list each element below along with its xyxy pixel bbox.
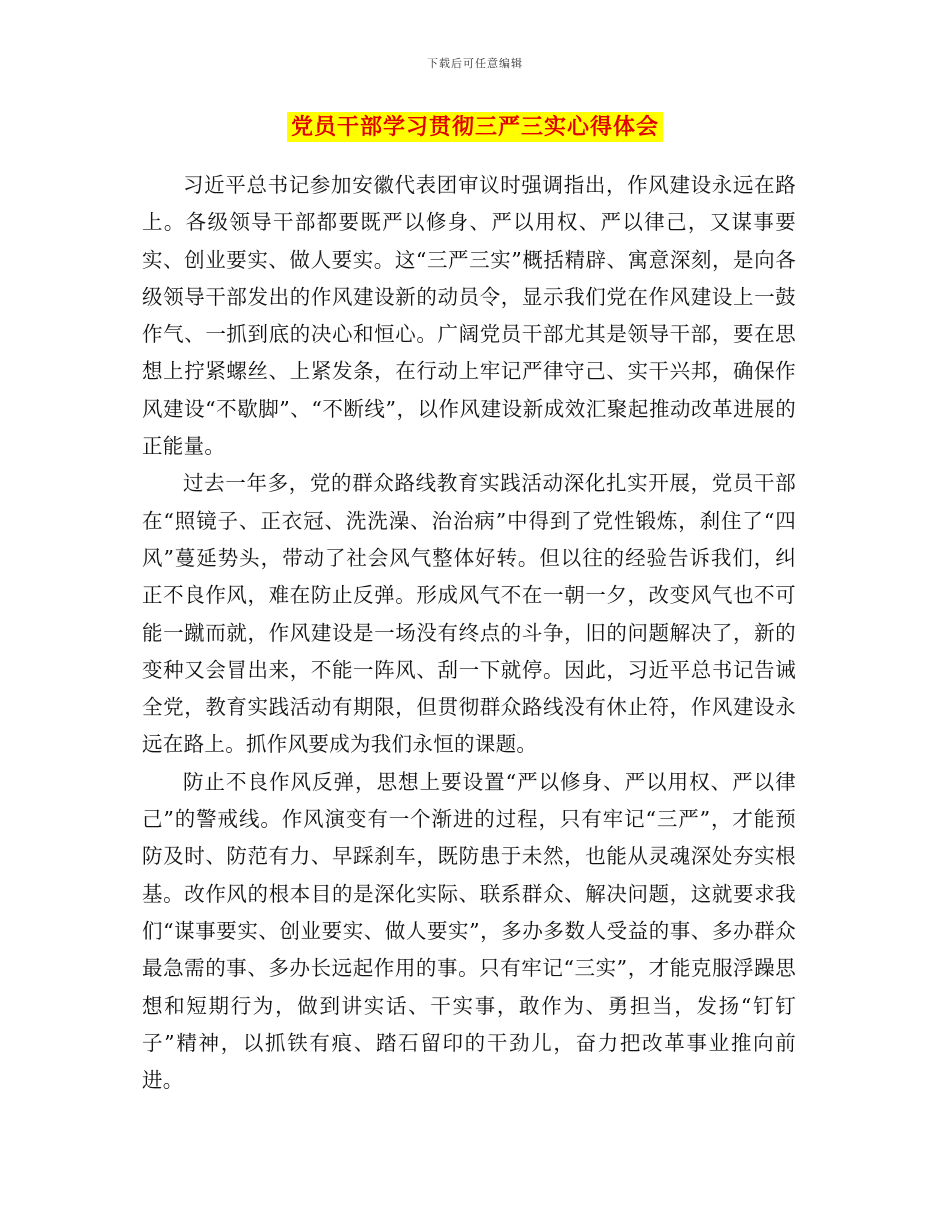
document-title: 党员干部学习贯彻三严三实心得体会 <box>287 112 663 142</box>
title-container <box>0 112 950 142</box>
paragraph-2: 过去一年多，党的群众路线教育实践活动深化扎实开展，党员干部在“照镜子、正衣冠、洗洗澡、治治病”中得到了党性锻炼，刹住了“四风”蔓延势头，带动了社会风气整体好转。但以往的经验告诉我们，纠正不良作风，难在防止反弹。形成风气不在一朝一夕，改变风气也不可能一蹴而就，作风建设是一场没有终点的斗争，旧的问题解决了，新的变种又会冒出来，不能一阵风、刮一下就停。因此，习近平总书记告诫全党，教育实践活动有期限，但贯彻群众路线没有休止符，作风建设永远在路上。抓作风要成为我们永恒的课题。 <box>142 471 796 757</box>
paragraph-3: 防止不良作风反弹，思想上要设置“严以修身、严以用权、严以律己”的警戒线。作风演变有一个渐进的过程，只有牢记“三严”，才能预防及时、防范有力、早踩刹车，既防患于未然，也能从灵魂深处夯实根基。改作风的根本目的是深化实际、联系群众、解决问题，这就要求我们“谋事要实、创业要实、做人要实”，多办多数人受益的事、多办群众最急需的事、多办长远起作用的事。只有牢记“三实”，才能克服浮躁思想和短期行为，做到讲实话、干实事，敢作为、勇担当，发扬“钉钉子”精神，以抓铁有痕、踏石留印的干劲儿，奋力把改革事业推向前进。 <box>142 769 796 1093</box>
header-note: 下载后可任意编辑 <box>427 57 523 70</box>
document-body <box>142 167 796 1099</box>
paragraph-1: 习近平总书记参加安徽代表团审议时强调指出，作风建设永远在路上。各级领导干部都要既严以修身、严以用权、严以律己，又谋事要实、创业要实、做人要实。这“三严三实”概括精辟、寓意深刻，是向各级领导干部发出的作风建设新的动员令，显示我们党在作风建设上一鼓作气、一抓到底的决心和恒心。广阔党员干部尤其是领导干部，要在思想上拧紧螺丝、上紧发条，在行动上牢记严律守己、实干兴邦，确保作风建设“不歇脚”、“不断线”，以作风建设新成效汇聚起推动改革进展的正能量。 <box>142 173 796 459</box>
